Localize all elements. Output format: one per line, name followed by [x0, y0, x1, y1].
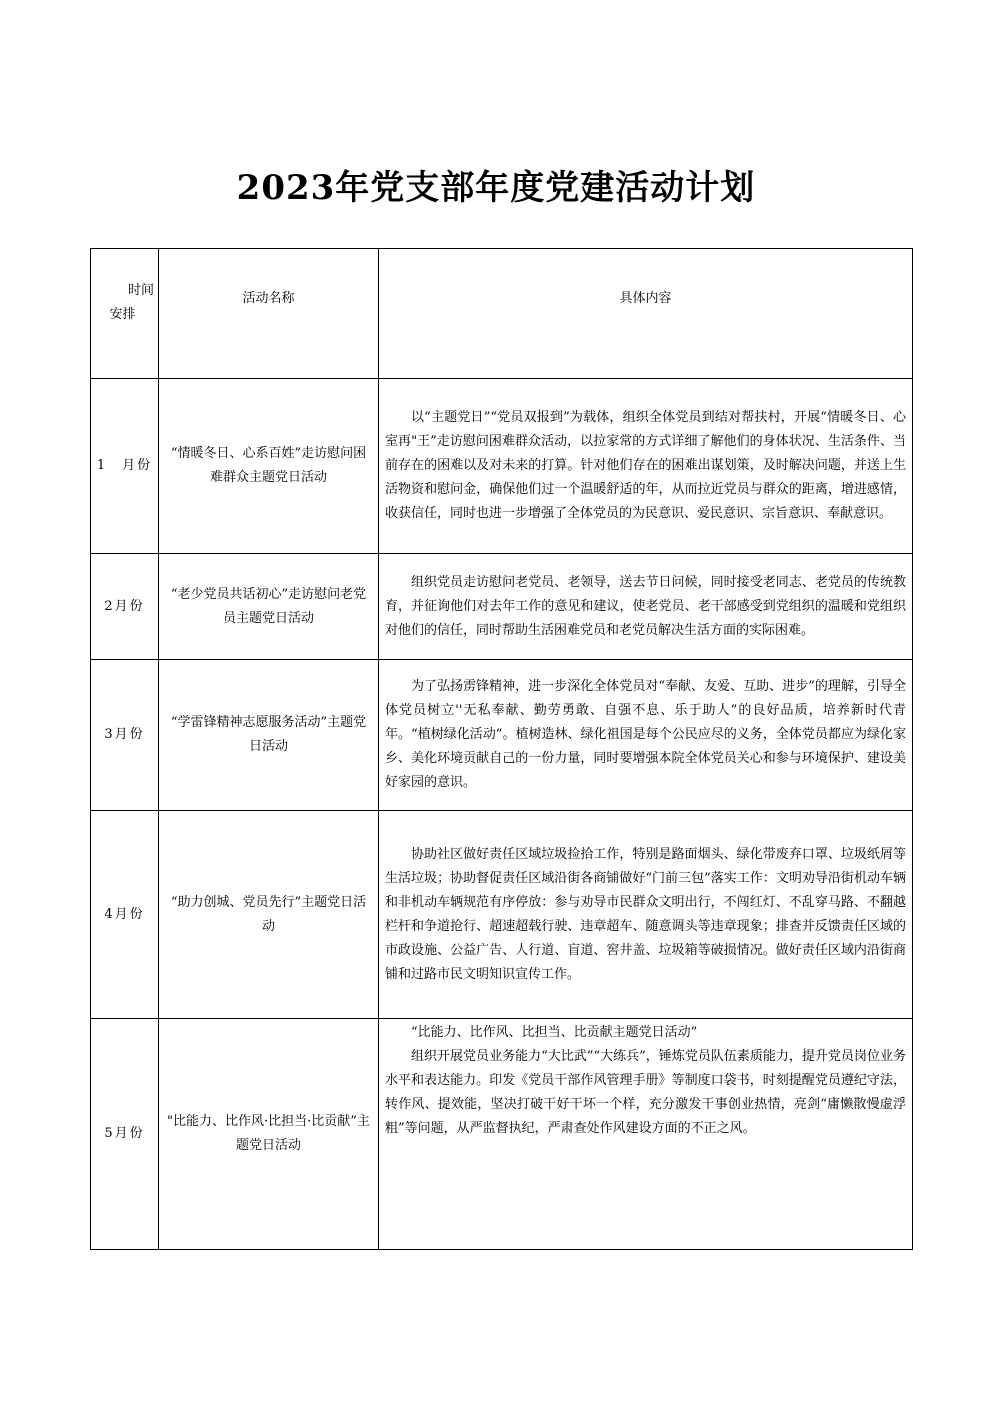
page-title: 2023年党支部年度党建活动计划	[236, 168, 756, 208]
row-content	[379, 379, 913, 554]
row-month: 3月份	[91, 660, 159, 811]
table-row	[91, 1019, 913, 1250]
row-activity-name: “学雷锋精神志愿服务活动”主题党日活动	[159, 660, 379, 811]
row-activity-name: “助力创城、党员先行”主题党日活动	[159, 811, 379, 1019]
row-activity-name: “情暖冬日、心系百姓”走访慰问困难群众主题党日活动	[159, 379, 379, 554]
row-month: 2月份	[91, 554, 159, 660]
row-content-paragraph: 组织开展党员业务能力“大比武”“大练兵”，锤炼党员队伍素质能力，提升党员岗位业务水平和表达能力。印发《党员干部作风管理手册》等制度口袋书，时刻提醒党员遵纪守法，转作风、提效能，坚决打破干好干坏一个样，充分激发干事创业热情，亮剑“庸懒散慢虚浮粗”等问题，从严监督执纪，严肃查处作风建设方面的不正之风。	[385, 1049, 906, 1136]
row-content	[379, 660, 913, 811]
row-activity-name: “老少党员共话初心”走访慰问老党员主题党日活动	[159, 554, 379, 660]
row-content	[379, 554, 913, 660]
row-month: 1 月份	[91, 379, 159, 554]
header-time-line1: 时间	[127, 283, 154, 298]
row-content-paragraph: 以“主题党日”“党员双报到”为载体，组织全体党员到结对帮扶村，开展“情暖冬日、心室再"王”走访慰问困难群众活动，以拉家常的方式详细了解他们的身体状况、生活条件、当前存在的困难以及对未来的打算。针对他们存在的困难出谋划策，及时解决问题，并送上生活物资和慰问金，确保他们过一个温暖舒适的年，从而拉近党员与群众的距离，增进感情，收获信任，同时也进一步增强了全体党员的为民意识、爱民意识、宗旨意识、奉献意识。	[385, 410, 906, 521]
row-month: 5月份	[91, 1019, 159, 1250]
header-activity-name: 活动名称	[159, 249, 379, 379]
header-time	[91, 249, 159, 379]
table-row	[91, 554, 913, 660]
table-row	[91, 379, 913, 554]
row-content	[379, 811, 913, 1019]
header-time-line2: 安排	[109, 307, 136, 322]
row-content-subtitle: “比能力、比作风、比担当、比贡献主题党日活动”	[411, 1025, 698, 1040]
table-row	[91, 811, 913, 1019]
row-content-paragraph: 为了弘扬雳锋精神，进一步深化全体党员对“奉献、友爱、互助、进步”的理解，引导全体党员树立''无私奉献、勤劳勇敢、自强不息、乐于助人”的良好品质，培养新时代青年。“植树绿化活动”。植树造林、绿化祖国是每个公民应尽的义务，全体党员都应为绿化家乡、美化环境贡献自己的一份力量，同时要增强本院全体党员关心和参与环境保护、建设美好家园的意识。	[385, 679, 906, 790]
table-row	[91, 660, 913, 811]
header-content: 具体内容	[379, 249, 913, 379]
row-content-paragraph: 协助社区做好责任区域垃圾捡拾工作，特别是路面烟头、绿化带废弃口罩、垃圾纸屑等生活垃圾；协助督促责任区域沿街各商铺做好“门前三包”落实工作：文明劝导沿街机动车辆和非机动车辆规范有序停放：参与劝导市民群众文明出行，不闯红灯、不乱穿马路、不翻越栏杆和争道抢行、超速超载行驶、违章超车、随意调头等违章现象；排查并反馈责任区域的市政设施、公益广告、人行道、盲道、窖井盖、垃圾箱等破损情况。做好责任区域内沿街商铺和过路市民文明知识宣传工作。	[385, 846, 906, 982]
activity-plan-table	[90, 248, 913, 1250]
row-activity-name: "比能力、比作风·比担当·比贡献”主题党日活动	[159, 1019, 379, 1250]
row-month: 4月份	[91, 811, 159, 1019]
table-header-row	[91, 249, 913, 379]
row-content	[379, 1019, 913, 1250]
row-content-paragraph: 组织党员走访慰问老党员、老领导，送去节日问候，同时接受老同志、老党员的传统教育，并征询他们对去年工作的意见和建议，使老党员、老干部感受到党组织的温暖和党组织对他们的信任，同时帮助生活困难党员和老党员解决生活方面的实际困难。	[385, 574, 906, 638]
